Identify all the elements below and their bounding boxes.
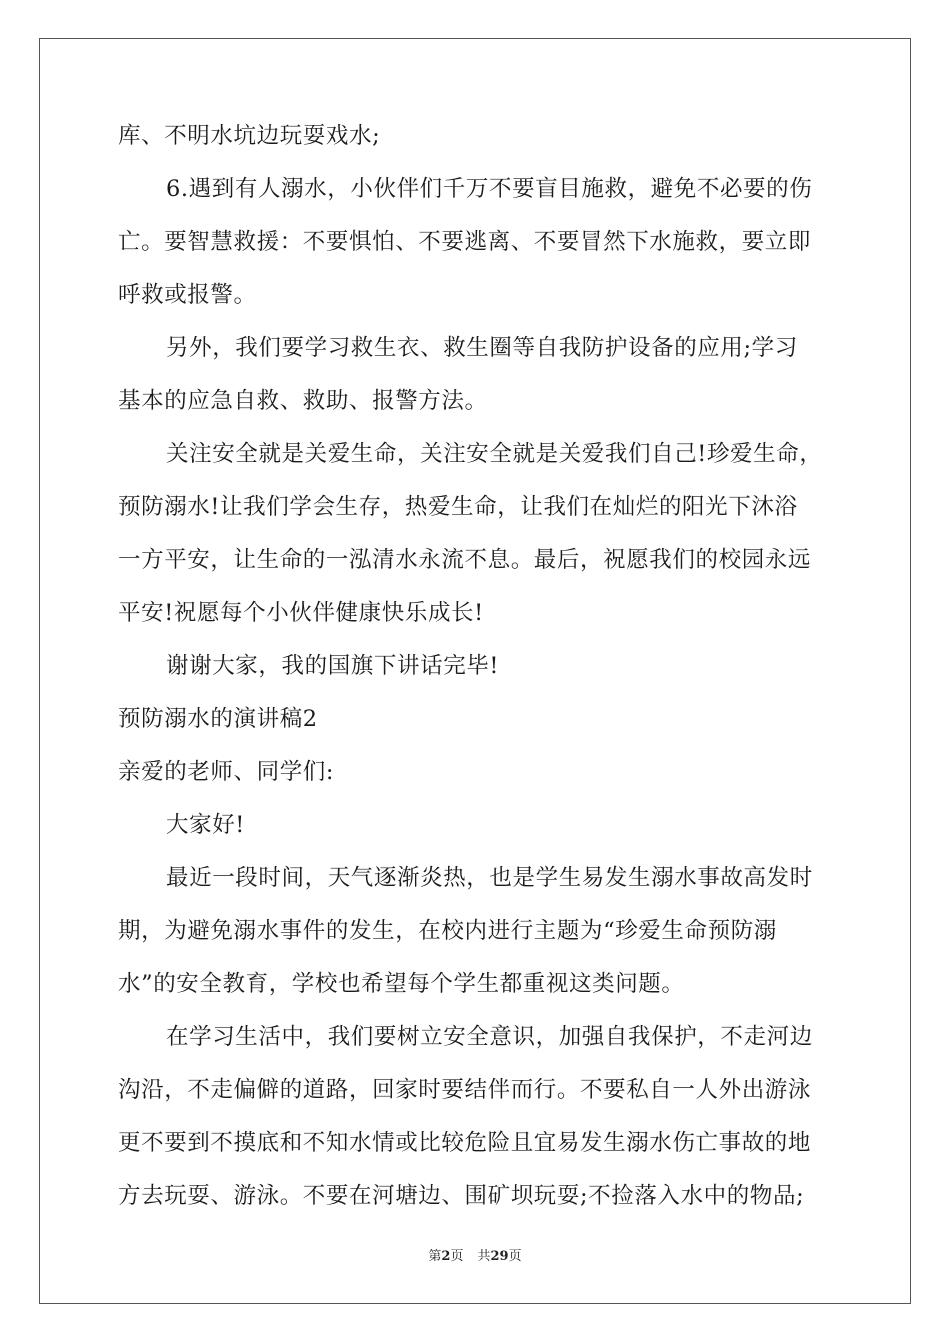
text-line: 平安!祝愿每个小伙伴健康快乐成长! <box>118 600 484 626</box>
text-line: 谢谢大家，我的国旗下讲话完毕! <box>166 653 500 679</box>
text-line: 另外，我们要学习救生衣、救生圈等自我防护设备的应用;学习 <box>166 335 798 361</box>
text-line: 水”的安全教育，学校也希望每个学生都重视这类问题。 <box>118 971 685 997</box>
total-suffix: 页 <box>508 1249 522 1264</box>
text-line: 一方平安，让生命的一泓清水永流不息。最后，祝愿我们的校园永远 <box>118 547 812 573</box>
text-line: 沟沿，不走偏僻的道路，回家时要结伴而行。不要私自一人外出游泳 <box>118 1077 812 1103</box>
page-footer <box>0 1249 950 1265</box>
text-line: 大家好! <box>166 812 245 838</box>
total-pages: 29 <box>490 1249 509 1264</box>
text-line: 库、不明水坑边玩耍戏水; <box>118 123 381 149</box>
text-line: 方去玩耍、游泳。不要在河塘边、围矿坝玩耍;不捡落入水中的物品; <box>118 1183 805 1209</box>
text-line: 最近一段时间，天气逐渐炎热，也是学生易发生溺水事故高发时 <box>166 865 813 891</box>
text-line: 6.遇到有人溺水，小伙伴们千万不要盲目施救，避免不必要的伤 <box>166 176 813 202</box>
text-line: 亲爱的老师、同学们: <box>118 759 335 785</box>
text-line: 在学习生活中，我们要树立安全意识，加强自我保护，不走河边 <box>166 1024 813 1050</box>
text-line: 期，为避免溺水事件的发生，在校内进行主题为“珍爱生命预防溺 <box>118 918 777 944</box>
text-line: 呼救或报警。 <box>118 282 257 308</box>
page-prefix: 第 <box>428 1249 442 1264</box>
page-suffix: 页 <box>450 1249 464 1264</box>
text-line: 基本的应急自救、救助、报警方法。 <box>118 388 488 414</box>
document-body <box>118 124 834 1237</box>
text-line: 关注安全就是关爱生命，关注安全就是关爱我们自己!珍爱生命， <box>166 441 823 467</box>
text-line: 亡。要智慧救援：不要惧怕、不要逃离、不要冒然下水施救，要立即 <box>118 229 812 255</box>
text-line: 预防溺水!让我们学会生存，热爱生命，让我们在灿烂的阳光下沐浴 <box>118 494 798 520</box>
text-line: 更不要到不摸底和不知水情或比较危险且宜易发生溺水伤亡事故的地 <box>118 1130 812 1156</box>
total-prefix: 共 <box>477 1249 491 1264</box>
text-line: 预防溺水的演讲稿2 <box>118 706 318 732</box>
page-number: 2 <box>441 1249 451 1264</box>
